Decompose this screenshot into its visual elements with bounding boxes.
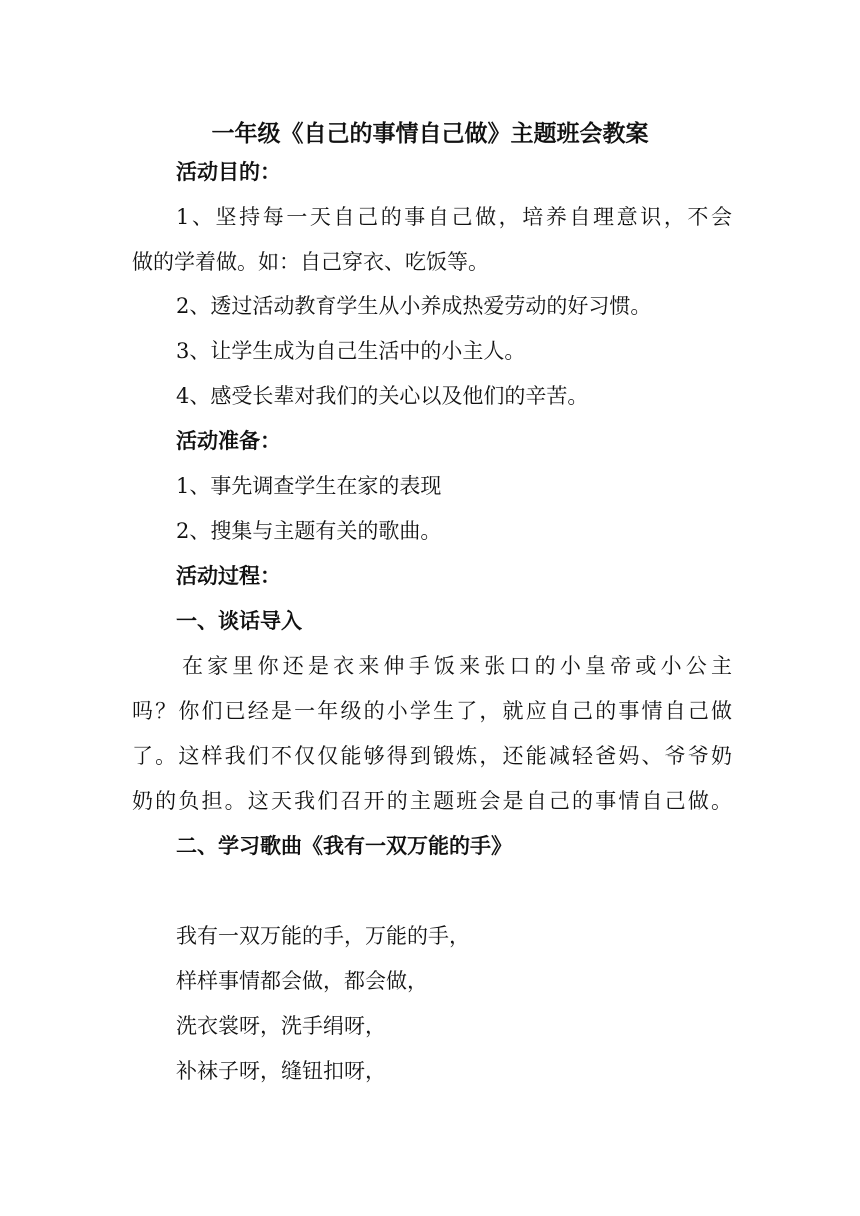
lyric-line-1: 我有一双万能的手，万能的手， [176,924,470,948]
part-2-heading: 二、学习歌曲《我有一双万能的手》 [176,834,512,858]
prep-item-1: 1、事先调查学生在家的表现 [176,474,442,498]
prep-heading: 活动准备： [176,429,281,453]
goal-item-4: 4、感受长辈对我们的关心以及他们的辛苦。 [176,384,589,408]
paragraph-line-3: 了。这样我们不仅仅能够得到锻炼，还能减轻爸妈、爷爷奶 [132,744,732,768]
part-1-heading: 一、谈话导入 [176,609,302,633]
goal-heading: 活动目的： [176,160,281,184]
goal-item-3: 3、让学生成为自己生活中的小主人。 [176,339,526,363]
goal-item-1-line-1: 1、坚持每一天自己的事自己做，培养自理意识，不会 [176,205,732,229]
lyric-line-2: 样样事情都会做，都会做， [176,969,428,993]
goal-item-1-line-2: 做的学着做。如：自己穿衣、吃饭等。 [132,250,489,274]
goal-item-2: 2、透过活动教育学生从小养成热爱劳动的好习惯。 [176,294,652,318]
document-title: 一年级《自己的事情自己做》主题班会教案 [211,121,649,147]
lyric-line-3: 洗衣裳呀，洗手绢呀， [176,1014,386,1038]
process-heading: 活动过程： [176,564,281,588]
paragraph-line-2: 吗？你们已经是一年级的小学生了，就应自己的事情自己做 [132,699,732,723]
prep-item-2: 2、搜集与主题有关的歌曲。 [176,519,442,543]
paragraph-line-1: 在家里你还是衣来伸手饭来张口的小皇帝或小公主 [182,654,732,678]
lyric-line-4: 补袜子呀，缝钮扣呀， [176,1059,386,1083]
paragraph-line-4: 奶的负担。这天我们召开的主题班会是自己的事情自己做。 [132,789,732,813]
